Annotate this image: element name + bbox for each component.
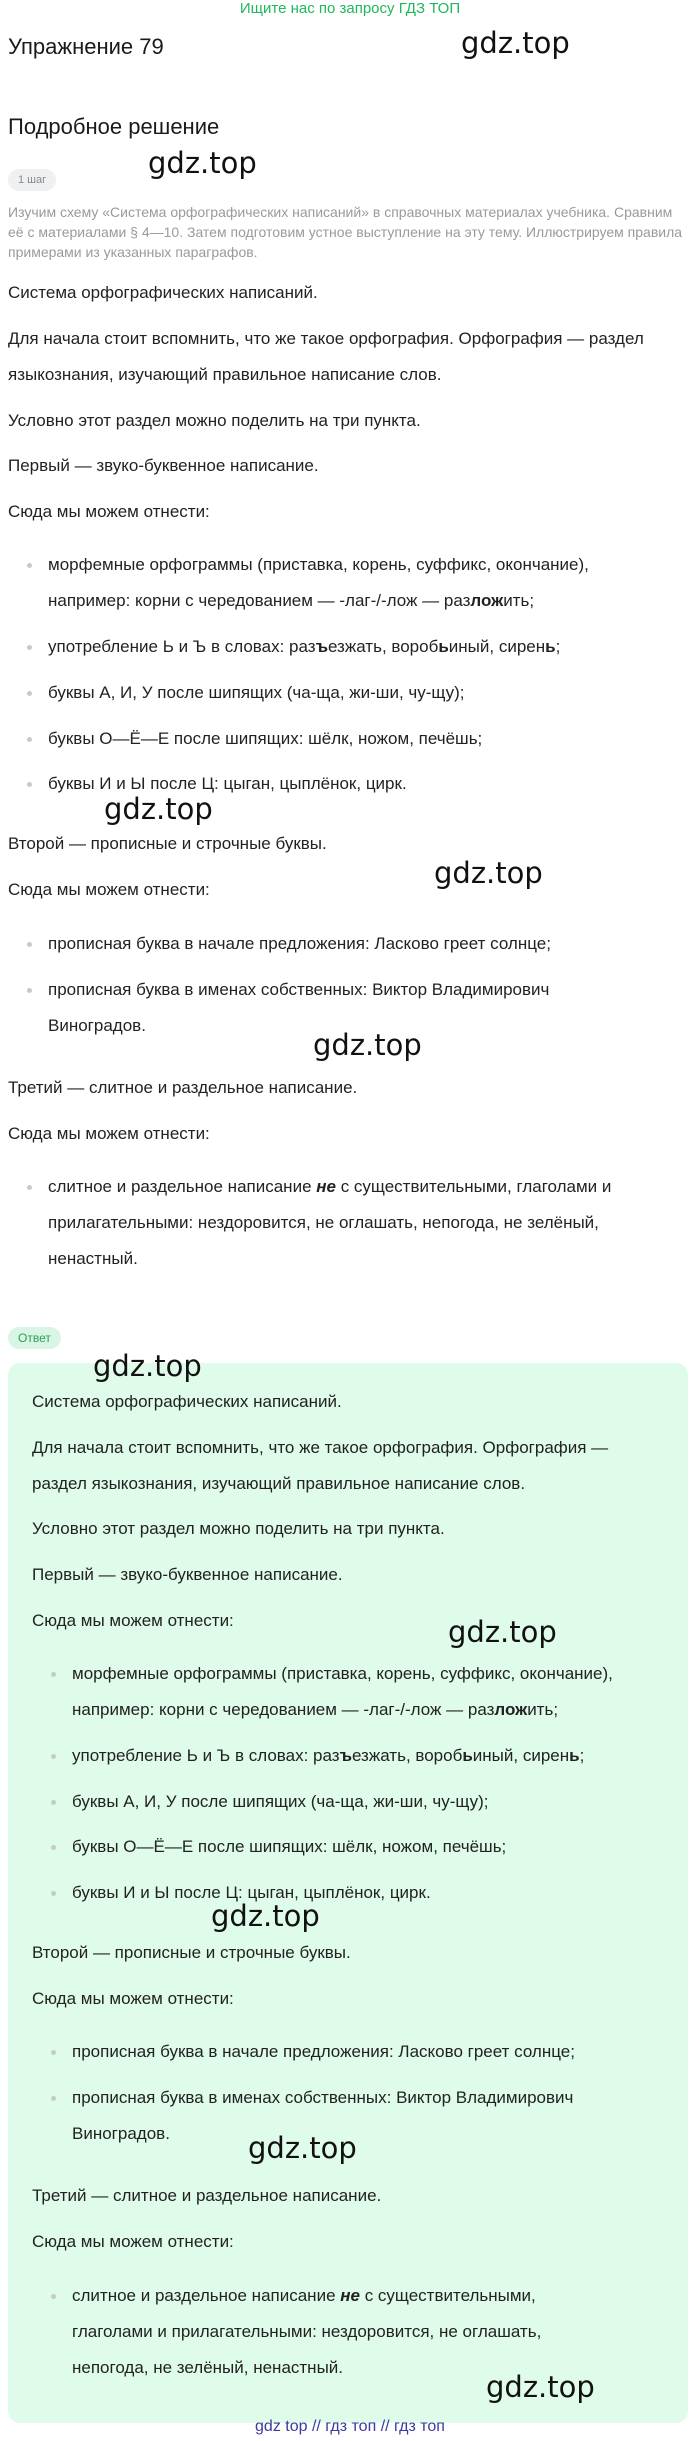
paragraph: раздел языкознания, изучающий правильное написание слов. [32,1474,526,1493]
footer-links[interactable]: gdz top // гдз топ // гдз топ [255,2418,445,2435]
list-item: слитное и раздельное написание не с существительными, [72,2286,536,2305]
bullet-icon [27,988,32,993]
list-item: буквы А, И, У после шипящих (ча-ща, жи-ши, чу-щу); [48,683,465,702]
bullet-icon [27,782,32,787]
paragraph: Система орфографических написаний. [32,1392,342,1411]
watermark: gdz.top [248,2131,357,2165]
list-item: буквы А, И, У после шипящих (ча-ща, жи-ши, чу-щу); [72,1792,489,1811]
paragraph: Для начала стоит вспомнить, что же такое орфография. Орфография — раздел [8,329,644,348]
list-item: буквы О—Ё—Е после шипящих: шёлк, ножом, печёшь; [72,1837,507,1856]
watermark: gdz.top [93,1349,202,1383]
paragraph: Для начала стоит вспомнить, что же такое орфография. Орфография — [32,1438,609,1457]
watermark: gdz.top [211,1899,320,1933]
list-item: прописная буква в начале предложения: Ласково греет солнце; [72,2042,575,2061]
bullet-icon [27,1185,32,1190]
paragraph: Сюда мы можем отнести: [32,1611,234,1630]
paragraph: Система орфографических написаний. [8,283,318,302]
bullet-icon [27,691,32,696]
paragraph: языкознания, изучающий правильное написание слов. [8,365,442,384]
list-item: употребление Ь и Ъ в словах: разъезжать, воробьиный, сирень; [48,637,561,656]
watermark: gdz.top [434,856,543,890]
paragraph: Третий — слитное и раздельное написание. [32,2186,382,2205]
paragraph: Условно этот раздел можно поделить на три пункта. [32,1519,445,1538]
bullet-icon [51,1672,56,1677]
watermark: gdz.top [148,146,257,180]
paragraph: Сюда мы можем отнести: [32,2232,234,2251]
solution-heading: Подробное решение [8,114,220,139]
list-item: буквы О—Ё—Е после шипящих: шёлк, ножом, печёшь; [48,729,483,748]
bullet-icon [51,2096,56,2101]
step-badge: 1 шаг [8,169,56,191]
list-item: непогода, не зелёный, ненастный. [72,2358,344,2377]
paragraph: Первый — звуко-буквенное написание. [32,1565,343,1584]
bullet-icon [51,2050,56,2055]
list-item: прилагательными: нездоровится, не оглашать, непогода, не зелёный, [48,1213,599,1232]
bullet-icon [27,737,32,742]
paragraph: Сюда мы можем отнести: [8,1124,210,1143]
paragraph: Сюда мы можем отнести: [8,502,210,521]
bullet-icon [27,942,32,947]
watermark: gdz.top [486,2370,595,2404]
list-item: буквы И и Ы после Ц: цыган, цыплёнок, цирк. [48,774,407,793]
watermark: gdz.top [104,792,213,826]
bullet-icon [27,563,32,568]
list-item: прописная буква в именах собственных: Виктор Владимирович [48,980,550,999]
bullet-icon [27,645,32,650]
bullet-icon [51,1800,56,1805]
list-item: морфемные орфограммы (приставка, корень, суффикс, окончание), [48,555,589,574]
search-banner[interactable]: Ищите нас по запросу ГДЗ ТОП [239,0,461,17]
bullet-icon [51,1891,56,1896]
list-item: ненастный. [48,1249,138,1268]
list-item: морфемные орфограммы (приставка, корень, суффикс, окончание), [72,1664,613,1683]
list-item: например: корни с чередованием — -лаг-/-лож — разложить; [72,1700,559,1719]
exercise-title: Упражнение 79 [8,34,164,59]
list-item: употребление Ь и Ъ в словах: разъезжать, воробьиный, сирень; [72,1746,585,1765]
list-item: прописная буква в именах собственных: Виктор Владимирович [72,2088,574,2107]
paragraph: Сюда мы можем отнести: [32,1989,234,2008]
task-note: Изучим схему «Система орфографических написаний» в справочных материалах учебника. Сравним её с материалами § 4—10. Затем подготовим устное выступление на эту тему. Иллюстрируем правила примерами из указанных параграфов. [8,204,683,260]
list-item: Виноградов. [48,1016,146,1035]
watermark: gdz.top [313,1028,422,1062]
bullet-icon [51,2294,56,2299]
list-item: слитное и раздельное написание не с существительными, глаголами и [48,1177,612,1196]
list-item: прописная буква в начале предложения: Ласково греет солнце; [48,934,551,953]
watermark: gdz.top [448,1615,557,1649]
list-item: буквы И и Ы после Ц: цыган, цыплёнок, цирк. [72,1883,431,1902]
list-item: например: корни с чередованием — -лаг-/-лож — разложить; [48,591,535,610]
list-item: Виноградов. [72,2124,170,2143]
paragraph: Третий — слитное и раздельное написание. [8,1078,358,1097]
bullet-icon [51,1845,56,1850]
list-item: глаголами и прилагательными: нездоровится, не оглашать, [72,2322,542,2341]
paragraph: Условно этот раздел можно поделить на три пункта. [8,411,421,430]
paragraph: Сюда мы можем отнести: [8,880,210,899]
paragraph: Второй — прописные и строчные буквы. [8,834,327,853]
answer-badge: Ответ [8,1327,61,1349]
paragraph: Второй — прописные и строчные буквы. [32,1943,351,1962]
watermark: gdz.top [461,26,570,60]
paragraph: Первый — звуко-буквенное написание. [8,456,319,475]
bullet-icon [51,1754,56,1759]
